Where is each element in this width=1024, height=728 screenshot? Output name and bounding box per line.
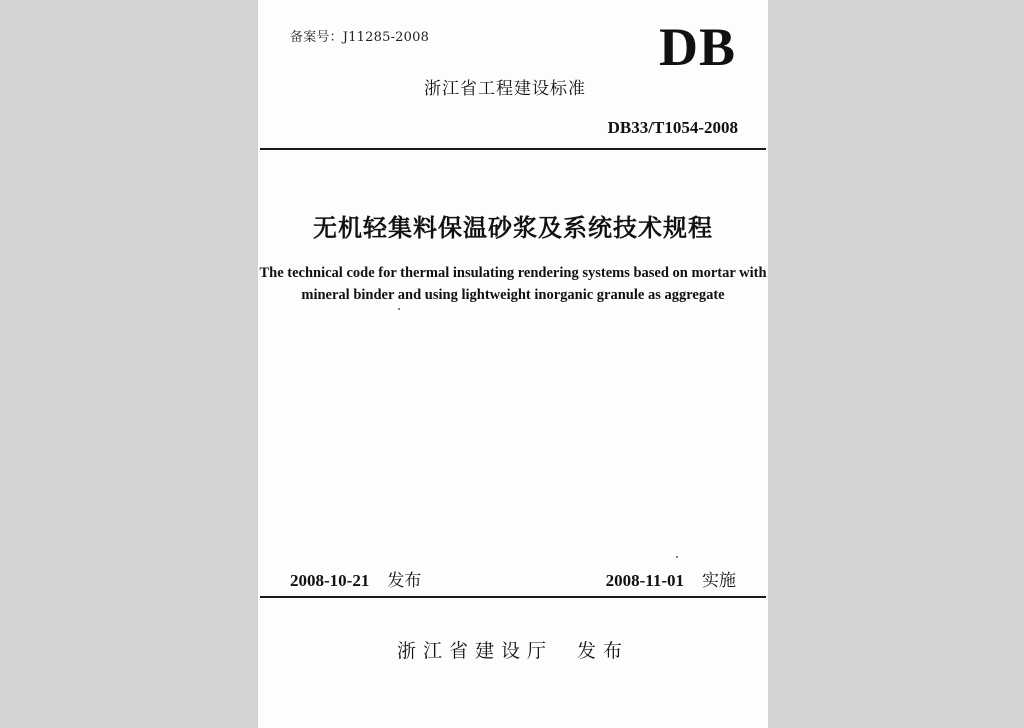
document-page [258,0,768,728]
standard-type: 浙江省工程建设标准 [424,79,586,99]
document-title-zh: 无机轻集料保温砂浆及系统技术规程 [313,213,713,242]
effective-action: 实施 [702,571,736,591]
header-divider [260,148,766,150]
db-standard-mark: DB [658,17,736,77]
effective-date-line [606,566,736,591]
issue-date: 2008-10-21 [290,571,370,590]
document-title-en [258,262,768,306]
effective-date: 2008-11-01 [605,571,684,590]
filing-number: 备案号：J11285-2008 [290,30,430,45]
title-en-line-1: The technical code for thermal insulating rendering systems based on mortar with [259,265,767,281]
publisher-action: 发布 [577,640,630,662]
standard-number: DB33/T1054-2008 [607,118,738,137]
scan-speck [676,556,678,558]
issue-date-line [290,566,421,591]
title-en-line-2: mineral binder and using lightweight inorganic granule as aggregate [301,287,725,303]
issue-action: 发布 [387,571,422,591]
publisher-line [258,636,768,663]
footer-divider [260,596,766,598]
scan-speck [398,308,400,310]
publisher-name: 浙江省建设厅 [396,640,553,662]
